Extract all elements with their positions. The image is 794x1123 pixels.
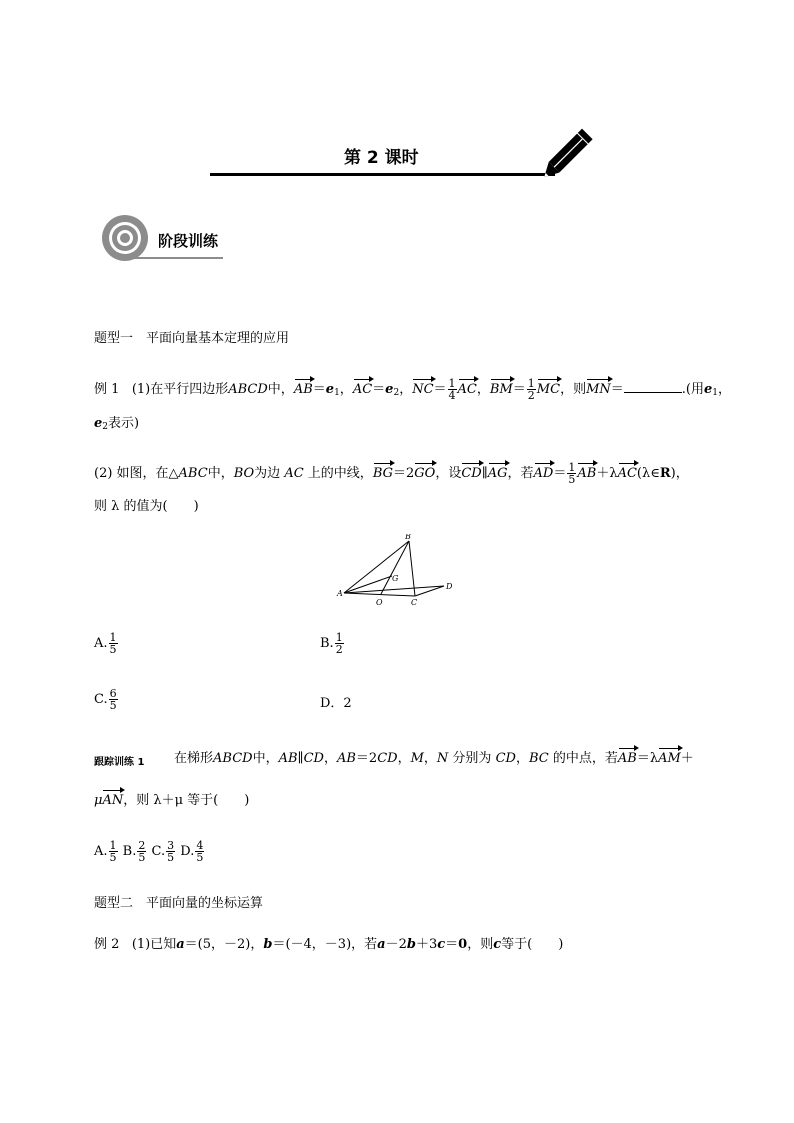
vector-AN: AN [102,793,124,808]
fraction [335,632,344,655]
fraction-den: 5 [109,851,117,864]
section-heading-type1: 题型一 平面向量基本定理的应用 [94,331,290,346]
text-run: ＝(－4，－3)，若 [272,937,378,952]
text-run: ＝ [512,382,526,397]
page-title: 第 2 课时 [344,148,419,168]
text-run: e [325,382,335,397]
option-letter: C. [94,692,108,707]
geometry-figure [334,534,464,612]
text-run: 分别为 [452,751,492,766]
text-run: ＝ [610,382,624,397]
vector-AB: AB [293,382,313,397]
text-run: e [94,416,103,431]
fraction-num: 6 [109,687,117,700]
fraction-num: 1 [109,631,117,644]
text-run: 等于( ) [501,937,564,952]
fraction-num: 1 [109,839,117,852]
text-run: (1)已知 [131,937,177,952]
answer-blank [624,380,682,393]
text-run: AC [284,466,304,481]
text-run: (λ∈ [636,466,660,481]
text-run: e [385,382,394,397]
fraction-den: 5 [568,473,576,486]
text-run: AB [278,751,298,766]
text-run: ，则 [467,937,494,952]
vector-BM: BM [489,382,513,397]
text-run: 中， [252,751,279,766]
text-run: ＝ [312,382,326,397]
text-run: a [377,937,386,952]
text-run: 的中点，若 [552,751,618,766]
text-run: 中， [207,466,234,481]
text-run: AB [336,751,356,766]
text-run: 2 [102,422,109,432]
text-run: ＝2 [355,751,378,766]
text-run: 1 [334,388,340,398]
vector-BG: BG [372,466,393,481]
label-B: B [405,534,411,541]
fraction-den: 5 [109,699,117,712]
fraction-num: 2 [138,839,146,852]
vector-AC: AC [352,382,373,397]
text-run: ＋λ [596,466,618,481]
fraction-num: 1 [527,377,535,390]
example-label: 例 2 [94,937,120,952]
option-letter: D. [180,844,195,859]
text-run: ， [399,382,413,397]
text-run: ＝(5，－2)， [184,937,264,952]
example1-part2-line1 [94,462,689,485]
target-icon [100,213,150,263]
text-run: 2 [393,388,400,398]
text-run: 为边 [254,466,281,481]
example-label: 例 1 [94,382,120,397]
track1-options [94,840,205,863]
fraction-num: 4 [196,839,204,852]
text-run: M [410,751,424,766]
segment-AB [344,541,409,593]
text-run: ， [718,382,732,397]
vector-AM: AM [658,751,681,766]
vector-CD: CD [461,466,482,481]
fraction-num: 1 [335,631,343,644]
vector-AG: AG [487,466,508,481]
text-run: ＝ [372,382,386,397]
text-run: ∥ [297,751,304,766]
text-run: c [493,937,502,952]
vector-GO: GO [414,466,436,481]
fraction-den: 5 [167,851,175,864]
track1-line1 [174,751,694,767]
vector-AB: AB [577,466,597,481]
text-run: b [406,937,416,952]
text-run: －2 [385,937,407,952]
text-run: ＝ [445,937,459,952]
fraction-den: 2 [335,643,343,656]
text-run: 在梯形 [174,751,214,766]
text-run: a [176,937,185,952]
fraction-den: 5 [109,643,117,656]
track1-line2 [94,793,249,809]
option-letter: C. [151,844,166,859]
fraction [109,840,118,863]
text-run: ABCD [213,751,253,766]
fraction-num: 3 [167,839,175,852]
fraction [137,840,146,863]
text-run: 1 [712,388,719,398]
text-run: c [437,937,446,952]
text-run: μ [94,793,103,808]
section-heading-type2: 题型二 平面向量的坐标运算 [94,896,264,911]
fraction [109,632,118,655]
text-run: ， [323,751,337,766]
fraction [195,840,204,863]
example1-part1-line1 [94,378,731,401]
text-run: .(用 [681,382,704,397]
text-run: ＝ [553,466,567,481]
fraction-den: 2 [527,389,535,402]
example2-line1 [94,937,563,953]
fraction [166,840,175,863]
text-run: ＋ [680,751,694,766]
text-run: ，若 [507,466,534,481]
vector-AD: AD [533,466,554,481]
segment-BO [381,541,409,594]
option-a [94,632,119,655]
segment-AC [344,593,415,596]
label-A: A [337,589,343,598]
vector-AC: AC [457,382,477,397]
text-run: ＝2 [393,466,415,481]
text-run: 表示) [108,416,140,431]
example1-part1-line2 [94,416,139,435]
text-run: ， [339,382,353,397]
text-run: ， [397,751,411,766]
text-run: e [704,382,713,397]
text-run: BO [233,466,255,481]
fraction [448,378,457,401]
fraction-den: 4 [448,389,456,402]
text-run: N [436,751,449,766]
segment-AD [344,586,444,593]
text-run: 0 [458,937,468,952]
stage-label: 阶段训练 [158,232,219,250]
option-letter: B. [122,844,137,859]
track-label: 跟踪训练 1 [94,757,145,768]
text-run: ， [476,382,490,397]
option-letter: A. [94,636,108,651]
fraction-den: 5 [138,851,146,864]
vector-AC: AC [617,466,637,481]
text-run: CD [495,751,516,766]
text-run: ＝λ [636,751,659,766]
text-run: ABC [178,466,208,481]
vector-NC: NC [412,382,434,397]
title-underline [210,173,555,176]
text-run: R [659,466,671,481]
label-D: D [446,582,453,591]
label-C: C [411,598,418,607]
text-run: ，设 [435,466,462,481]
vector-MN: MN [586,382,611,397]
text-run: (1)在平行四边形 [131,382,229,397]
text-run: ＝ [433,382,447,397]
stage-underline [125,257,223,259]
text-run: ， [423,751,437,766]
text-run: CD [303,751,324,766]
fraction [567,462,576,485]
option-c [94,688,119,711]
text-run: BC [528,751,549,766]
text-run: ABCD [228,382,268,397]
fraction-den: 5 [196,851,204,864]
example1-part2-line2: 则 λ 的值为( ) [94,499,199,514]
text-run: ＋3 [415,937,438,952]
text-run: ∥ [481,466,488,481]
label-G: G [392,574,399,583]
text-run: CD [377,751,398,766]
fraction [527,378,536,401]
text-run: ，则 λ＋μ 等于( ) [123,793,250,808]
option-letter: A. [94,844,108,859]
text-run: 上的中线， [307,466,373,481]
vector-MC: MC [536,382,561,397]
text-run: ， [515,751,529,766]
pencil-icon [540,124,600,180]
text-run: ，则 [560,382,587,397]
text-run: )， [670,466,689,481]
vector-AB: AB [617,751,637,766]
option-letter: B. [320,636,334,651]
fraction-num: 1 [448,377,456,390]
option-b [320,632,345,655]
label-O: O [376,598,383,607]
option-d: D．2 [320,696,352,711]
text-run: 中， [267,382,294,397]
fraction [109,688,118,711]
fraction-num: 1 [568,461,576,474]
text-run: b [263,937,273,952]
text-run: (2) 如图，在△ [94,466,179,481]
